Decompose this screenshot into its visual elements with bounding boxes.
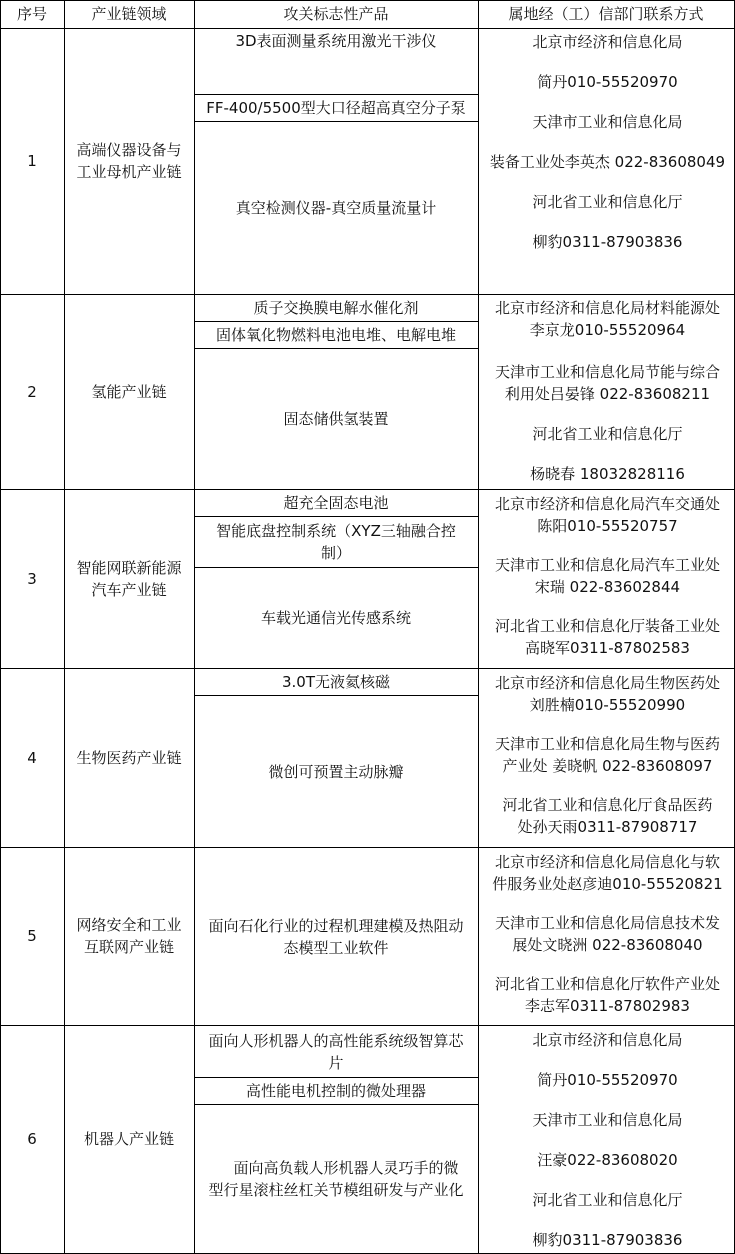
contact-line: 利用处吕晏锋 022-83608211 bbox=[504, 385, 711, 403]
contact-line: 高晓军0311-87802583 bbox=[525, 639, 690, 657]
contact-line: 北京市经济和信息化局汽车交通处 bbox=[494, 495, 720, 513]
contact-line: 北京市经济和信息化局材料能源处 bbox=[494, 299, 720, 317]
contact-line: 河北省工业和信息化厅软件产业处 bbox=[494, 975, 720, 993]
product-name: 面向石化行业的过程机理建模及热阻动 bbox=[208, 916, 464, 935]
field-line: 工业母机产业链 bbox=[76, 163, 182, 181]
contact-line: 柳豹0311-87903836 bbox=[532, 233, 683, 251]
contact-line: 北京市经济和信息化局 bbox=[532, 1031, 683, 1049]
row-number-text: 3 bbox=[27, 569, 37, 588]
field-line: 互联网产业链 bbox=[83, 938, 174, 956]
product-name: 超充全固态电池 bbox=[283, 494, 389, 512]
contact-line: 李京龙010-55520964 bbox=[529, 321, 686, 339]
product-cell bbox=[194, 295, 478, 321]
contact-line: 天津市工业和信息化局汽车工业处 bbox=[494, 556, 720, 574]
contact-block bbox=[480, 851, 735, 1017]
product-cell bbox=[194, 349, 478, 489]
header-products bbox=[194, 0, 478, 28]
row-number bbox=[0, 294, 64, 489]
contact-line: 陈阳010-55520757 bbox=[537, 517, 678, 535]
product-cell bbox=[194, 517, 478, 567]
product-name: 片 bbox=[328, 1053, 344, 1072]
contact-block bbox=[480, 1029, 735, 1251]
product-name: 3D表面测量系统用激光干涉仪 bbox=[235, 32, 437, 50]
row-number-text: 2 bbox=[27, 382, 37, 401]
product-cell bbox=[194, 122, 478, 294]
contact-line: 刘胜楠010-55520990 bbox=[529, 696, 686, 714]
contact-line: 简丹010-55520970 bbox=[537, 73, 678, 91]
field-line: 高端仪器设备与 bbox=[76, 141, 182, 159]
industry-chain-field bbox=[64, 847, 194, 1025]
product-name: 质子交换膜电解水催化剂 bbox=[253, 299, 419, 317]
contact-line: 李志军0311-87802983 bbox=[525, 997, 690, 1015]
contact-line: 河北省工业和信息化厅食品医药 bbox=[502, 796, 713, 814]
contact-line: 件服务业处赵彦迪010-55520821 bbox=[492, 875, 723, 893]
row-number bbox=[0, 28, 64, 294]
field-line: 网络安全和工业 bbox=[76, 916, 182, 934]
product-cell bbox=[194, 568, 478, 668]
product-name: 微创可预置主动脉瓣 bbox=[268, 762, 404, 781]
contact-line: 展处文晓洲 022-83608040 bbox=[512, 936, 703, 954]
contact-line: 北京市经济和信息化局 bbox=[532, 33, 683, 51]
industry-chain-field bbox=[64, 489, 194, 668]
contact-line: 天津市工业和信息化局节能与综合 bbox=[494, 363, 720, 381]
product-cell bbox=[194, 1026, 478, 1077]
row-number-text: 1 bbox=[27, 152, 37, 170]
product-cell bbox=[194, 1105, 478, 1253]
product-name: 真空检测仪器-真空质量流量计 bbox=[235, 199, 437, 217]
row-number bbox=[0, 668, 64, 847]
contact-line: 河北省工业和信息化厅 bbox=[532, 1191, 683, 1209]
header-no-text: 序号 bbox=[16, 5, 47, 23]
contact-line: 天津市工业和信息化局 bbox=[532, 1111, 683, 1129]
product-name: 3.0T无液氦核磁 bbox=[281, 673, 391, 691]
product-cell bbox=[194, 29, 478, 94]
grid-line bbox=[478, 0, 479, 1254]
contact-line: 处孙天雨0311-87908717 bbox=[517, 818, 698, 836]
row-number-text: 6 bbox=[27, 1130, 37, 1148]
field-line: 生物医药产业链 bbox=[76, 748, 182, 767]
product-cell bbox=[194, 490, 478, 516]
product-cell bbox=[194, 848, 478, 1025]
contact-line: 天津市工业和信息化局 bbox=[532, 113, 683, 131]
product-name: 固体氧化物燃料电池电堆、电解电堆 bbox=[215, 326, 456, 344]
contact-line: 北京市经济和信息化局信息化与软 bbox=[494, 853, 720, 871]
product-cell bbox=[194, 95, 478, 121]
header-no bbox=[0, 0, 64, 28]
contact-block bbox=[480, 31, 735, 253]
header-field bbox=[64, 0, 194, 28]
product-name: 型行星滚柱丝杠关节模组研发与产业化 bbox=[208, 1181, 464, 1199]
contact-line: 简丹010-55520970 bbox=[537, 1071, 678, 1089]
contact-line: 河北省工业和信息化厅 bbox=[532, 425, 683, 443]
field-line: 氢能产业链 bbox=[91, 382, 167, 401]
row-number-text: 4 bbox=[27, 748, 37, 767]
header-contact-text: 属地经（工）信部门联系方式 bbox=[508, 5, 704, 23]
industry-chain-field bbox=[64, 1025, 194, 1253]
row-number bbox=[0, 847, 64, 1025]
contact-line: 天津市工业和信息化局生物与医药 bbox=[494, 735, 720, 753]
product-cell bbox=[194, 696, 478, 847]
product-name: 制） bbox=[320, 544, 351, 562]
product-cell bbox=[194, 669, 478, 695]
product-name: 固态储供氢装置 bbox=[283, 410, 389, 428]
header-field-text: 产业链领域 bbox=[91, 5, 167, 23]
product-name: 态模型工业软件 bbox=[283, 938, 389, 957]
field-line: 智能网联新能源 bbox=[76, 558, 182, 577]
row-number bbox=[0, 1025, 64, 1253]
header-contact bbox=[478, 0, 734, 28]
product-name: FF-400/5500型大口径超高真空分子泵 bbox=[206, 99, 466, 117]
contact-line: 柳豹0311-87903836 bbox=[532, 1231, 683, 1249]
contact-line: 杨晓春 18032828116 bbox=[530, 465, 685, 483]
row-number-text: 5 bbox=[27, 927, 37, 945]
product-cell bbox=[194, 1078, 478, 1104]
product-name: 高性能电机控制的微处理器 bbox=[245, 1082, 426, 1100]
contact-line: 河北省工业和信息化厅装备工业处 bbox=[494, 617, 720, 635]
contact-line: 宋瑞 022-83602844 bbox=[534, 578, 681, 596]
row-number bbox=[0, 489, 64, 668]
contact-block bbox=[480, 672, 735, 838]
product-cell bbox=[194, 322, 478, 348]
contact-line: 汪豪022-83608020 bbox=[537, 1151, 678, 1169]
product-name: 面向人形机器人的高性能系统级智算芯 bbox=[208, 1031, 464, 1050]
contact-block bbox=[480, 493, 735, 659]
contact-line: 河北省工业和信息化厅 bbox=[532, 193, 683, 211]
contact-line: 产业处 姜晓帆 022-83608097 bbox=[502, 757, 713, 775]
industry-chain-field bbox=[64, 294, 194, 489]
header-products-text: 攻关标志性产品 bbox=[283, 5, 389, 23]
industry-chain-field bbox=[64, 668, 194, 847]
industry-chain-field bbox=[64, 28, 194, 294]
contact-line: 天津市工业和信息化局信息技术发 bbox=[494, 914, 720, 932]
contact-line: 装备工业处李英杰 022-83608049 bbox=[489, 153, 726, 171]
contact-block bbox=[480, 297, 735, 485]
product-name: 面向高负载人形机器人灵巧手的微 bbox=[233, 1159, 459, 1177]
field-line: 汽车产业链 bbox=[91, 580, 167, 599]
product-name: 智能底盘控制系统（XYZ三轴融合控 bbox=[216, 522, 456, 540]
contact-line: 北京市经济和信息化局生物医药处 bbox=[494, 674, 720, 692]
product-name: 车载光通信光传感系统 bbox=[260, 609, 411, 627]
field-line: 机器人产业链 bbox=[83, 1130, 174, 1148]
